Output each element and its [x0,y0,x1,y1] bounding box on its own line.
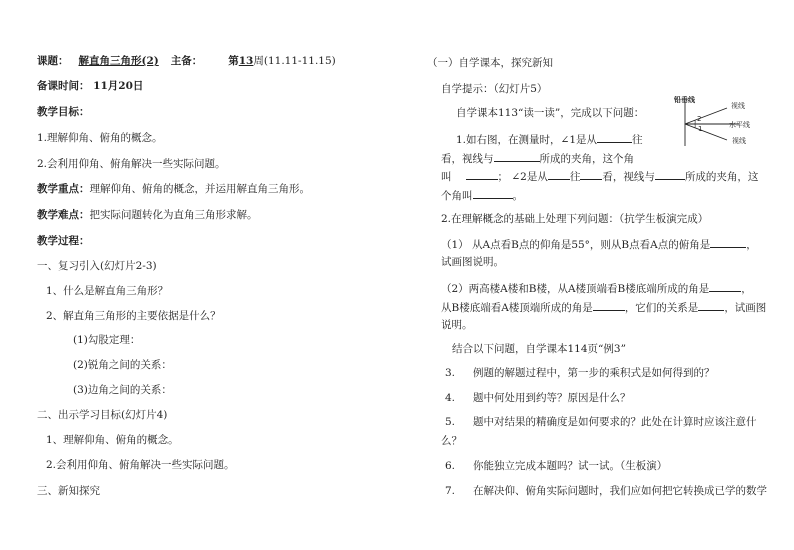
blank[interactable] [580,168,602,180]
section-2-title: 二、出示学习目标(幻灯片4) [37,409,168,421]
example-hint: 结合以下问题，自学课本114页“例3” [452,343,626,355]
text-fragment: 往 [632,134,643,146]
difficulty-text: 把实际问题转化为直角三角形求解。 [89,209,258,221]
key-point [37,182,310,196]
question-5-cont: 么？ [441,435,462,447]
lower-sight-line [685,124,727,140]
text-fragment: 。 [512,190,523,202]
question-number: 4. [445,392,456,404]
question-5 [445,415,757,429]
line-4 [456,131,643,147]
text-fragment: 看，视线与 [441,153,494,165]
text-fragment: 叫 [441,171,452,183]
blank[interactable] [466,168,498,180]
question-3 [445,366,715,380]
text-fragment: ，试画图 [724,302,767,314]
blank[interactable] [597,131,632,143]
blank[interactable] [655,168,685,180]
question-4 [445,391,631,405]
blank[interactable] [494,150,540,162]
week-number: 13 [238,55,254,67]
question-text: 你能独立完成本题吗？试一试。（生板演） [473,460,668,472]
problem-2 [441,280,752,296]
host-label: 主备： [170,55,203,67]
upper-sight-line [685,108,727,124]
blank[interactable] [710,236,746,248]
problem-2-note: 说明。 [441,319,473,331]
text-fragment: 所成的夹角，这个角 [539,153,634,165]
week-prefix: 第 [228,55,239,67]
question-number: 7. [445,485,456,497]
header-line [37,54,336,68]
section-2-goal-2: 2.会利用仰角、俯角解决一些实际问题。 [46,459,235,471]
line-7 [441,187,523,203]
goal-2: 2.会利用仰角、俯角解决一些实际问题。 [37,158,226,170]
line-6 [441,168,758,184]
problem-2-line-2 [441,299,766,315]
question-text: 题中对结果的精确度是如何要求的？此处在计算时应该注意什 [473,416,757,428]
text-fragment: ，它们的关系是 [624,302,699,314]
week-suffix: 周(11.11-11.15) [253,55,336,67]
section-1-q2: 2、解直角三角形的主要依据是什么？ [46,310,221,322]
text-fragment: （1） 从A点看B点的仰角是55°，则从B点看A点的俯角是 [441,239,711,251]
problem-1 [441,236,757,252]
horizontal-label: 水平线 [729,121,750,129]
text-fragment: 所成的夹角，这 [684,171,759,183]
section-1-a3: (3)边角之间的关系： [73,384,172,396]
angle-1-label: 1 [698,125,703,133]
section-3-title: 三、新知探究 [37,485,100,497]
problem-1-note: 试画图说明。 [441,256,504,268]
question-text: 题中何处用到约等？原因是什么？ [473,392,631,404]
text-fragment: ； ∠2是从 [497,171,548,183]
blank[interactable] [709,280,741,292]
goals-title: 教学目标： [37,106,90,118]
difficulty-label: 教学难点： [37,209,90,221]
question-number: 3. [445,367,456,379]
text-fragment: 看，视线与 [602,171,655,183]
key-text: 理解仰角、俯角的概念，并运用解直角三角形。 [89,183,310,195]
difficulty [37,208,258,222]
key-label: 教学重点： [37,183,90,195]
self-study-task: 自学课本113“读一读”，完成以下问题： [456,107,645,119]
process-title: 教学过程： [37,235,90,247]
question-number: 6. [445,460,456,472]
section-1-a2: (2)锐角之间的关系： [73,359,172,371]
plumb-label: 铅垂线 [674,96,695,104]
text-fragment: ， [741,283,752,295]
blank[interactable] [593,299,625,311]
section-2-goal-1: 1、理解仰角、俯角的概念。 [46,434,179,446]
question-text: 例题的解题过程中，第一步的乘积式是如何得到的？ [473,367,715,379]
goal-1: 1.理解仰角、俯角的概念。 [37,132,163,144]
question-7 [445,484,767,498]
lower-sight-label: 视线 [732,137,746,145]
text-fragment: 个角叫 [441,190,473,202]
text-fragment: 往 [569,171,581,183]
part-1-title: （一）自学课本，探究新知 [427,57,553,69]
angle-figure [663,96,763,148]
section-1-q1: 1、什么是解直角三角形？ [46,285,169,297]
section-1-a1: (1)勾股定理： [73,334,141,346]
topic-value: 解直角三角形(2) [78,55,159,67]
part-2-instruction: 2.在理解概念的基础上处理下列问题：（抗学生板演完成） [441,213,709,225]
upper-sight-label: 视线 [731,102,745,110]
topic-label: 课题： [37,55,69,67]
self-study-hint: 自学提示：（幻灯片5） [441,83,548,95]
question-text: 在解决仰、俯角实际问题时，我们应如何把它转换成已学的数学 [473,485,768,497]
blank[interactable] [473,187,513,199]
section-1-title: 一、复习引入(幻灯片2-3) [37,260,157,272]
angle-2-label: 2 [697,115,702,123]
text-fragment: 1.如右图，在测量时，∠1是从 [456,134,597,146]
line-5 [441,150,634,166]
question-number: 5. [445,416,456,428]
text-fragment: （2）两高楼A楼和B楼，从A楼顶端看B楼底端所成的角是 [441,283,710,295]
text-fragment: 从B楼底端看A楼顶端所成的角是 [441,302,593,314]
blank[interactable] [698,299,724,311]
text-fragment: ， [746,239,757,251]
blank[interactable] [548,168,570,180]
question-6 [445,459,667,473]
prep-time: 备课时间： 11月20日 [37,80,144,92]
